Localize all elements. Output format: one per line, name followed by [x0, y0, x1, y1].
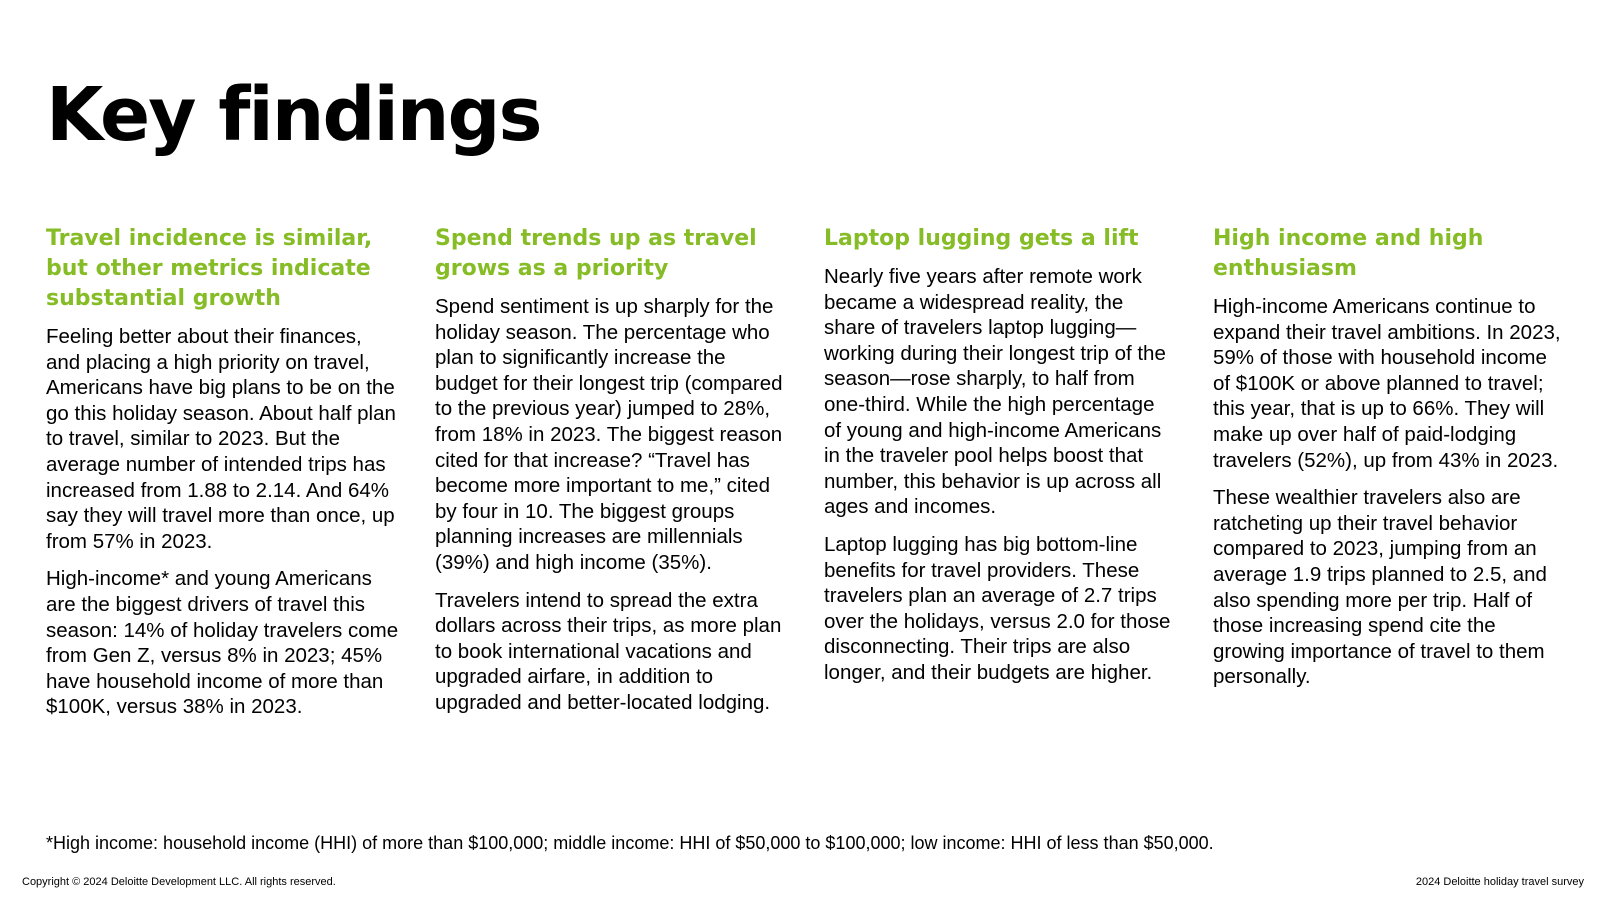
finding-high-income — [1213, 224, 1566, 732]
finding-heading: Travel incidence is similar, but other metrics indicate substantial growth — [46, 226, 373, 311]
finding-paragraph: Spend sentiment is up sharply for the holiday season. The percentage who plan to significantly increase the budget for their longest trip (compared to the previous year) jumped to 28%, from 18% in 2023. The biggest reason cited for that increase? “Travel has become more important to me,” cited by four in 10. The biggest groups planning increases are millennials (39%) and high income (35%). — [435, 295, 783, 574]
finding-heading: Spend trends up as travel grows as a priority — [435, 226, 757, 281]
finding-laptop-lugging — [824, 224, 1177, 732]
survey-name: 2024 Deloitte holiday travel survey — [1415, 876, 1584, 888]
footnote: *High income: household income (HHI) of more than $100,000; middle income: HHI of $50,000 to $100,000; low income: HHI of less than $50,000. — [46, 833, 1214, 853]
finding-paragraph: Nearly five years after remote work became a widespread reality, the share of travelers laptop lugging—working during their longest trip of the season—rose sharply, to half from one-third. While the high percentage of young and high-income Americans in the traveler pool helps boost that number, this behavior is up across all ages and incomes. — [824, 265, 1166, 519]
finding-travel-incidence — [46, 224, 399, 732]
finding-paragraph: Laptop lugging has big bottom-line benefits for travel providers. These travelers plan an average of 2.7 trips over the holidays, versus 2.0 for those disconnecting. Their trips are also longer, and their budgets are higher. — [824, 532, 1171, 684]
finding-paragraph: High-income Americans continue to expand their travel ambitions. In 2023, 59% of those with household income of $100K or above planned to travel; this year, that is up to 66%. They will make up over half of paid-lodging travelers (52%), up from 43% in 2023. — [1213, 295, 1561, 472]
page-title: Key findings — [46, 72, 541, 158]
finding-paragraph: Feeling better about their finances, and placing a high priority on travel, Americans have big plans to be on the go this holiday season. About half plan to travel, similar to 2023. But the average number of intended trips has increased from 1.88 to 2.14. And 64% say they will travel more than once, up from 57% in 2023. — [46, 325, 396, 553]
findings-columns — [46, 224, 1566, 732]
finding-paragraph: These wealthier travelers also are ratcheting up their travel behavior compared to 2023, jumping from an average 1.9 trips planned to 2.5, and also spending more per trip. Half of those increasing spend cite the growing importance of travel to them personally. — [1213, 486, 1547, 689]
finding-spend-trends — [435, 224, 788, 732]
finding-paragraph: Travelers intend to spread the extra dollars across their trips, as more plan to book international vacations and upgraded airfare, in addition to upgraded and better-located lodging. — [435, 588, 782, 714]
finding-heading: Laptop lugging gets a lift — [824, 226, 1139, 251]
finding-paragraph: High-income* and young Americans are the biggest drivers of travel this season: 14% of holiday travelers come from Gen Z, versus 8% in 2023; 45% have household income of more than $100K, versus 38% in 2023. — [46, 567, 399, 719]
finding-heading: High income and high enthusiasm — [1213, 226, 1484, 281]
copyright-notice: Copyright © 2024 Deloitte Development LLC. All rights reserved. — [22, 876, 336, 888]
